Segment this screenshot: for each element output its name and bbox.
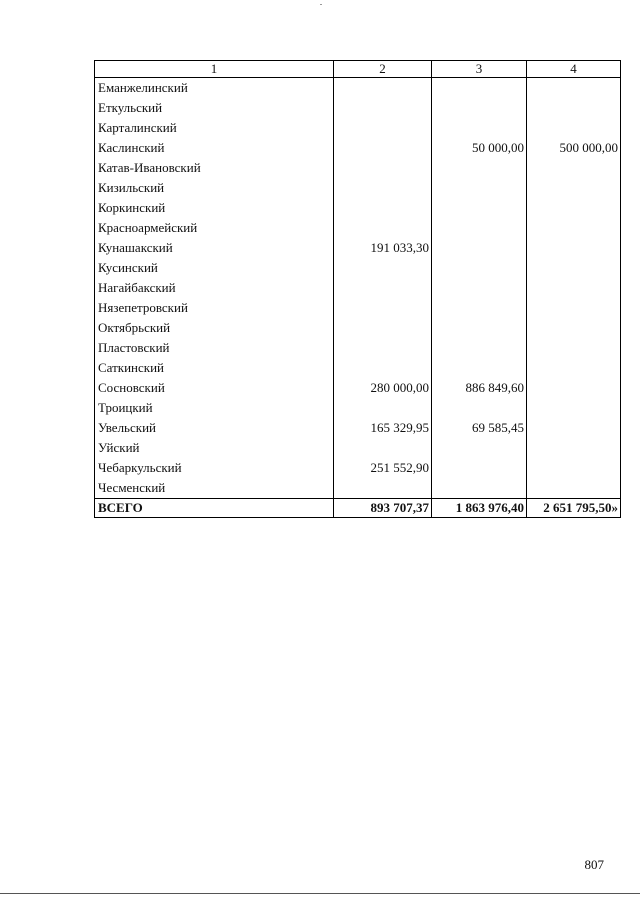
- table-row: [95, 318, 621, 338]
- amount-cell-col4: [527, 378, 621, 398]
- table-row: [95, 218, 621, 238]
- amount-cell-col2: [334, 438, 432, 458]
- amount-cell-col4: [527, 218, 621, 238]
- district-name-cell: Саткинский: [95, 358, 334, 378]
- amount-cell-col3: [432, 98, 527, 118]
- table-header: [95, 61, 621, 78]
- amount-cell-col3: [432, 178, 527, 198]
- amount-cell-col2: [334, 158, 432, 178]
- amount-cell-col3: [432, 158, 527, 178]
- amount-cell-col4: [527, 238, 621, 258]
- district-name-cell: Еткульский: [95, 98, 334, 118]
- total-amount-cell-col2: 893 707,37: [334, 499, 432, 518]
- table-row: [95, 418, 621, 438]
- district-name-cell: Троицкий: [95, 398, 334, 418]
- amount-cell-col3: [432, 298, 527, 318]
- scan-artifact: [320, 4, 322, 5]
- amount-cell-col4: [527, 418, 621, 438]
- district-name-cell: Коркинский: [95, 198, 334, 218]
- page-number: 807: [584, 857, 604, 872]
- amount-cell-col2: [334, 178, 432, 198]
- amount-cell-col4: [527, 358, 621, 378]
- amount-cell-col3: [432, 238, 527, 258]
- amount-cell-col4: [527, 118, 621, 138]
- district-name-cell: Увельский: [95, 418, 334, 438]
- table-row: [95, 198, 621, 218]
- amount-cell-col3: [432, 278, 527, 298]
- amount-cell-col2: 165 329,95: [334, 418, 432, 438]
- amount-cell-col4: [527, 98, 621, 118]
- amount-cell-col3: [432, 258, 527, 278]
- table-row: [95, 138, 621, 158]
- table-row: [95, 438, 621, 458]
- amount-cell-col3: [432, 358, 527, 378]
- district-name-cell: Нязепетровский: [95, 298, 334, 318]
- district-name-cell: Нагайбакский: [95, 278, 334, 298]
- table-row: [95, 238, 621, 258]
- district-name-cell: Красноармейский: [95, 218, 334, 238]
- district-name-cell: Сосновский: [95, 378, 334, 398]
- amount-cell-col2: [334, 138, 432, 158]
- amount-cell-col4: [527, 338, 621, 358]
- total-amount-cell-col4: 2 651 795,50»: [527, 499, 621, 518]
- total-amount-cell-col3: 1 863 976,40: [432, 499, 527, 518]
- amount-cell-col2: [334, 118, 432, 138]
- district-name-cell: Чебаркульский: [95, 458, 334, 478]
- total-row: [95, 499, 621, 518]
- district-name-cell: Еманжелинский: [95, 78, 334, 99]
- amount-cell-col4: [527, 298, 621, 318]
- amount-cell-col4: [527, 158, 621, 178]
- amount-cell-col2: 191 033,30: [334, 238, 432, 258]
- amount-cell-col2: [334, 278, 432, 298]
- table-row: [95, 278, 621, 298]
- district-name-cell: Катав-Ивановский: [95, 158, 334, 178]
- district-name-cell: Карталинский: [95, 118, 334, 138]
- amount-cell-col2: 280 000,00: [334, 378, 432, 398]
- amount-cell-col3: 69 585,45: [432, 418, 527, 438]
- amount-cell-col3: [432, 198, 527, 218]
- district-name-cell: Уйский: [95, 438, 334, 458]
- amount-cell-col4: [527, 318, 621, 338]
- amount-cell-col2: [334, 218, 432, 238]
- table-row: [95, 298, 621, 318]
- column-header-4: 4: [527, 61, 621, 78]
- header-row: [95, 61, 621, 78]
- amount-cell-col4: [527, 258, 621, 278]
- column-header-1: 1: [95, 61, 334, 78]
- table-row: [95, 178, 621, 198]
- amount-cell-col2: [334, 358, 432, 378]
- amount-cell-col3: 50 000,00: [432, 138, 527, 158]
- amount-cell-col2: 251 552,90: [334, 458, 432, 478]
- amount-cell-col2: [334, 78, 432, 99]
- amount-cell-col3: [432, 218, 527, 238]
- footer-divider: [0, 893, 640, 894]
- table-row: [95, 118, 621, 138]
- amount-cell-col2: [334, 198, 432, 218]
- amount-cell-col3: [432, 478, 527, 499]
- amount-cell-col4: [527, 438, 621, 458]
- amount-cell-col3: [432, 78, 527, 99]
- amount-cell-col3: [432, 458, 527, 478]
- amount-cell-col2: [334, 318, 432, 338]
- table-row: [95, 358, 621, 378]
- column-header-3: 3: [432, 61, 527, 78]
- district-name-cell: Кунашакский: [95, 238, 334, 258]
- table-row: [95, 158, 621, 178]
- table-row: [95, 378, 621, 398]
- district-name-cell: Чесменский: [95, 478, 334, 499]
- district-name-cell: Каслинский: [95, 138, 334, 158]
- table-row: [95, 78, 621, 99]
- amount-cell-col3: [432, 338, 527, 358]
- amount-cell-col4: [527, 278, 621, 298]
- column-header-2: 2: [334, 61, 432, 78]
- table-row: [95, 478, 621, 499]
- amount-cell-col3: [432, 318, 527, 338]
- amount-cell-col2: [334, 258, 432, 278]
- district-name-cell: Пластовский: [95, 338, 334, 358]
- district-name-cell: Октябрьский: [95, 318, 334, 338]
- table-body: [95, 78, 621, 518]
- table-row: [95, 458, 621, 478]
- table-row: [95, 258, 621, 278]
- table-row: [95, 398, 621, 418]
- district-name-cell: Кусинский: [95, 258, 334, 278]
- amount-cell-col4: [527, 458, 621, 478]
- table-row: [95, 98, 621, 118]
- amount-cell-col2: [334, 478, 432, 499]
- amount-cell-col3: [432, 398, 527, 418]
- total-label-cell: ВСЕГО: [95, 499, 334, 518]
- district-name-cell: Кизильский: [95, 178, 334, 198]
- amount-cell-col2: [334, 338, 432, 358]
- amount-cell-col4: [527, 198, 621, 218]
- amount-cell-col4: [527, 398, 621, 418]
- amount-cell-col4: 500 000,00: [527, 138, 621, 158]
- amount-cell-col3: [432, 118, 527, 138]
- amount-cell-col3: 886 849,60: [432, 378, 527, 398]
- table-row: [95, 338, 621, 358]
- amount-cell-col4: [527, 78, 621, 99]
- amount-cell-col2: [334, 98, 432, 118]
- amount-cell-col4: [527, 178, 621, 198]
- amount-cell-col2: [334, 298, 432, 318]
- amount-cell-col4: [527, 478, 621, 499]
- budget-table: [94, 60, 621, 518]
- amount-cell-col2: [334, 398, 432, 418]
- amount-cell-col3: [432, 438, 527, 458]
